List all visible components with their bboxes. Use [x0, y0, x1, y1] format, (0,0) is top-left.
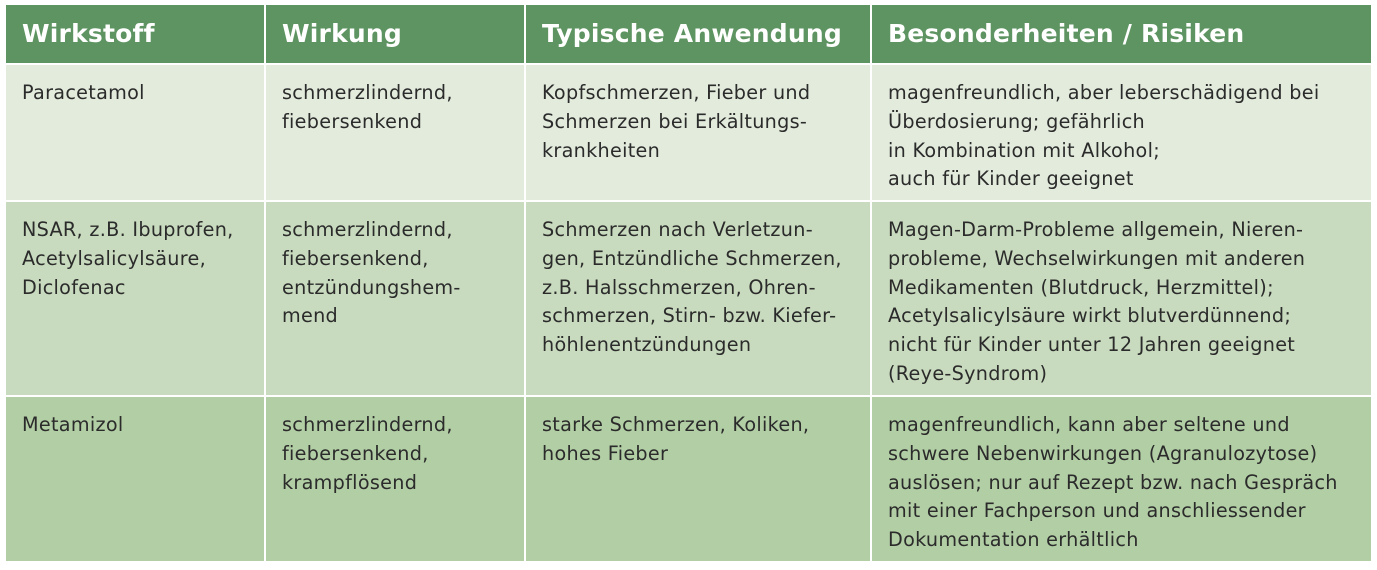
cell-wirkung: schmerzlindernd, fiebersenkend, krampflösend — [265, 396, 525, 562]
header-wirkstoff: Wirkstoff — [6, 5, 265, 64]
cell-wirkstoff: NSAR, z.B. Ibuprofen, Acetylsalicylsäure, Diclofenac — [6, 201, 265, 396]
cell-wirkung: schmerzlindernd, fiebersenkend, entzündungshem- mend — [265, 201, 525, 396]
cell-anwendung: starke Schmerzen, Koliken, hohes Fieber — [525, 396, 871, 562]
medication-table-container — [6, 5, 1371, 563]
table-row-paracetamol — [6, 64, 1371, 201]
cell-anwendung: Kopfschmerzen, Fieber und Schmerzen bei Erkältungs- krankheiten — [525, 64, 871, 201]
header-wirkung: Wirkung — [265, 5, 525, 64]
table-header-row — [6, 5, 1371, 64]
cell-besonderheiten: magenfreundlich, aber leberschädigend bei Überdosierung; gefährlich in Kombination mit Alkohol; auch für Kinder geeignet — [871, 64, 1371, 201]
cell-wirkung: schmerzlindernd, fiebersenkend — [265, 64, 525, 201]
cell-besonderheiten: Magen-Darm-Probleme allgemein, Nieren- probleme, Wechselwirkungen mit anderen Medikamenten (Blutdruck, Herzmittel); Acetylsalicylsäure wirkt blutverdünnend; nicht für Kinder unter 12 Jahren geeignet (Reye-Syndrom) — [871, 201, 1371, 396]
cell-anwendung: Schmerzen nach Verletzun- gen, Entzündliche Schmerzen, z.B. Halsschmerzen, Ohren- schmerzen, Stirn- bzw. Kiefer- höhlenentzündungen — [525, 201, 871, 396]
header-besonderheiten-risiken: Besonderheiten / Risiken — [871, 5, 1371, 64]
table-row-nsar — [6, 201, 1371, 396]
cell-besonderheiten: magenfreundlich, kann aber seltene und schwere Nebenwirkungen (Agranulozytose) auslösen; nur auf Rezept bzw. nach Gespräch mit einer Fachperson und anschliessender Dokumentation erhältlich — [871, 396, 1371, 562]
header-typische-anwendung: Typische Anwendung — [525, 5, 871, 64]
cell-wirkstoff: Metamizol — [6, 396, 265, 562]
table-row-metamizol — [6, 396, 1371, 562]
cell-wirkstoff: Paracetamol — [6, 64, 265, 201]
medication-table — [6, 5, 1371, 563]
